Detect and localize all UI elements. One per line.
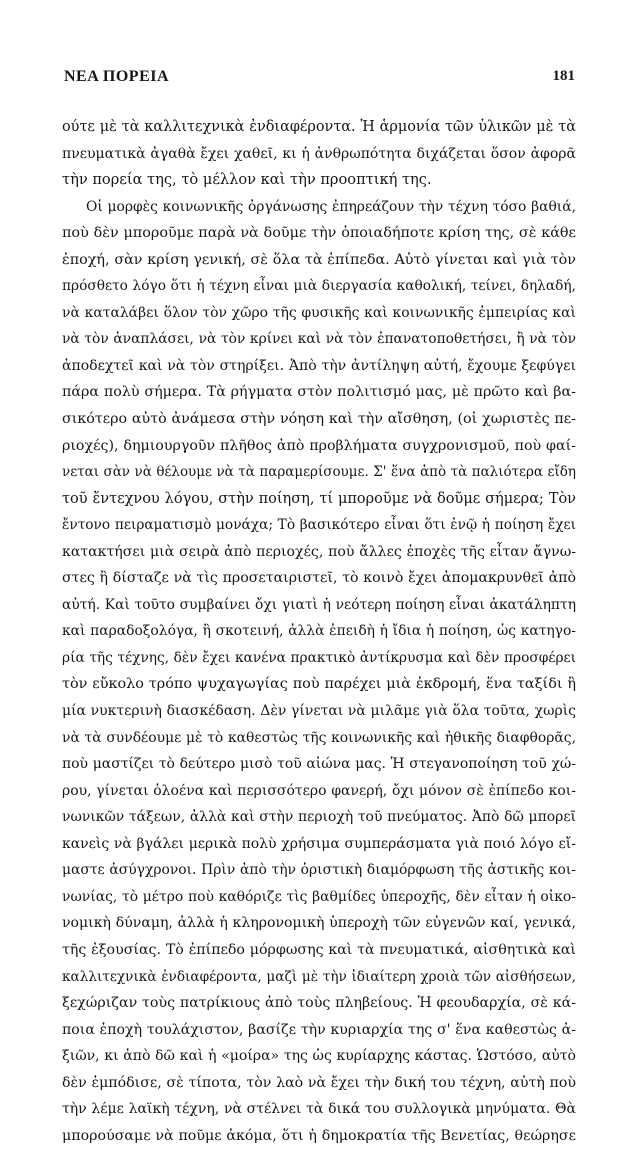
text-line: νωνίας, τὸ μέτρο ποὺ καθόριζε τὶς βαθμίδες ὑπεροχῆς, δὲν εἶταν ἡ οἰκο-	[62, 888, 576, 905]
text-line: τοῦ ἔντεχνου λόγου, στὴν ποίηση, τί μποροῦμε νὰ δοῦμε σήμερα; Τὸν	[62, 490, 576, 507]
text-line: σικότερο αὐτὸ ἀνάμεσα στὴν νόηση καὶ τὴν αἴσθηση, (οἱ χωριστὲς πε-	[62, 411, 576, 428]
text-line: νομικὴ δύναμη, ἀλλὰ ἡ κληρονομικὴ ὑπεροχὴ τῶν εὐγενῶν καί, γενικά,	[62, 915, 576, 932]
text-line: ρου, γίνεται ὁλοένα καὶ περισσότερο φανερή, ὄχι μόνον σὲ ἐπίπεδο κοι-	[62, 782, 576, 799]
running-head	[64, 68, 575, 88]
page-number: 181	[552, 68, 575, 84]
text-line: ποια ἐποχὴ τουλάχιστον, βασίζε τὴν κυριαρχία της σ' ἕνα καθεστὼς ἀ-	[62, 1021, 576, 1038]
text-line: καλλιτεχνικὰ ἐνδιαφέροντα, μαζὶ μὲ τὴν ἰδιαίτερη χροιὰ τῶν αἰσθήσεων,	[62, 968, 576, 985]
text-line: πρόσθετο λόγο ὅτι ἡ τέχνη εἶναι μιὰ διεργασία καθολική, τείνει, δηλαδή,	[62, 278, 576, 295]
text-line: πνευματικὰ ἀγαθὰ ἔχει χαθεῖ, κι ἡ ἀνθρωπότητα διχάζεται ὅσον ἀφορᾶ	[62, 145, 576, 162]
text-line: ξιῶν, κι ἀπὸ δῶ καὶ ἡ «μοίρα» της ὡς κυρίαρχης κάστας. Ὡστόσο, αὐτὸ	[62, 1048, 576, 1065]
text-line: τὸν εὔκολο τρόπο ψυχαγωγίας ποὺ παρέχει μιὰ ἐκδρομή, ἕνα ταξίδι ἢ	[62, 676, 576, 693]
journal-title: ΝΕΑ ΠΟΡΕΙΑ	[64, 68, 170, 85]
text-line: κανεὶς νὰ βγάλει μερικὰ πολὺ χρήσιμα συμπεράσματα γιὰ ποιό λόγο εἴ-	[62, 835, 576, 852]
text-line: δὲν ἐμπόδισε, σὲ τίποτα, τὸν λαὸ νὰ ἔχει τὴν δική του τέχνη, αὐτὴ ποὺ	[62, 1074, 576, 1091]
text-line: ἀποδεχτεῖ καὶ νὰ τὸν στηρίξει. Ἀπὸ τὴν ἀντίληψη αὐτή, ἔχουμε ξεφύγει	[62, 357, 576, 374]
paragraph-first-line: Οἱ μορφὲς κοινωνικῆς ὀργάνωσης ἐπηρεάζουν τὴν τέχνη τόσο βαθιά,	[86, 198, 576, 215]
text-line: καὶ παραδοξολόγα, ἢ σκοτεινή, ἀλλὰ ἐπειδὴ ἡ ἴδια ἡ ποίηση, ὡς κατηγο-	[62, 623, 576, 640]
text-line: στες ἢ δίσταζε νὰ τὶς προσεταιριστεῖ, τὸ κοινὸ ἔχει ἀπομακρυνθεῖ ἀπὸ	[62, 570, 576, 587]
text-line: ούτε μὲ τὰ καλλιτεχνικὰ ἐνδιαφέροντα. Ἡ ἁρμονία τῶν ὑλικῶν μὲ τὰ	[62, 119, 576, 135]
text-line: ριοχές), δημιουργοῦν πλῆθος ἀπὸ προβλήματα συγχρονισμοῦ, ποὺ φαί-	[62, 437, 576, 454]
text-line: ποὺ μαστίζει τὸ δεύτερο μισὸ τοῦ αἰώνα μας. Ἡ στεγανοποίηση τοῦ χώ-	[62, 756, 576, 773]
text-line: ρία τῆς τέχνης, δὲν ἔχει κανένα πρακτικὸ ἀντίκρυσμα καὶ δὲν προσφέρει	[62, 649, 576, 666]
body-text	[62, 114, 576, 1149]
text-line: τὴν λέμε λαϊκὴ τέχνη, νὰ στέλνει τὰ δικά του συλλογικὰ μηνύματα. Θὰ	[62, 1101, 576, 1118]
text-line: νωνικῶν τάξεων, ἀλλὰ καὶ στὴν περιοχὴ τοῦ πνεύματος. Ἀπὸ δῶ μπορεῖ	[62, 809, 576, 826]
text-line: πάρα πολὺ σήμερα. Τὰ ρήγματα στὸν πολιτισμό μας, μὲ πρῶτο καὶ βα-	[62, 384, 576, 401]
text-line: ἐποχή, σὰν κρίση γενική, σὲ ὅλα τὰ ἐπίπεδα. Αὐτὸ γίνεται καὶ γιὰ τὸν	[62, 251, 576, 268]
text-line: ἔντονο πειραματισμὸ μονάχα; Τὸ βασικότερο εἶναι ὅτι ἐνῷ ἡ ποίηση ἔχει	[62, 517, 576, 534]
text-line: νὰ τὰ συνδέουμε μὲ τὸ καθεστὼς τῆς κοινωνικῆς καὶ ἠθικῆς διαφθορᾶς,	[62, 729, 576, 746]
text-line: νὰ καταλάβει ὅλον τὸν χῶρο τῆς φυσικῆς καὶ κοινωνικῆς ἐμπειρίας καὶ	[62, 304, 576, 321]
text-line: αὐτή. Καὶ τοῦτο συμβαίνει ὄχι γιατὶ ἡ νεότερη ποίηση εἶναι ἀκατάληπτη	[62, 596, 576, 613]
text-line: νὰ τὸν ἀναπλάσει, νὰ τὸν κρίνει καὶ νὰ τὸν ἐπανατοποθετήσει, ἢ νὰ τὸν	[62, 331, 576, 348]
text-line: μπορούσαμε νὰ ποῦμε ἀκόμα, ὅτι ἡ δημοκρατία τῆς Βενετίας, θεώρησε	[62, 1127, 576, 1144]
text-line: μαστε ἀσύγχρονοι. Πρὶν ἀπὸ τὴν ὁριστικὴ διαμόρφωση τῆς ἀστικῆς κοι-	[62, 862, 576, 879]
text-line: κατακτήσει μιὰ σειρὰ ἀπὸ περιοχές, ποὺ ἄλλες ἐποχὲς τῆς εἶταν ἄγνω-	[62, 543, 576, 560]
text-line: νεται σὰν νὰ θέλουμε νὰ τὰ παραμερίσουμε. Σ' ἕνα ἀπὸ τὰ παλιότερα εἴδη	[62, 464, 576, 481]
text-line: μία νυκτερινὴ διασκέδαση. Δὲν γίνεται νὰ μιλᾶμε γιὰ ὅλα τοῦτα, χωρὶς	[62, 703, 576, 720]
text-line: τῆς ἐξουσίας. Τὸ ἐπίπεδο μόρφωσης καὶ τὰ πνευματικά, αἰσθητικὰ καὶ	[62, 941, 576, 958]
text-line: τὴν πορεία της, τὸ μέλλον καὶ τὴν προοπτική της.	[62, 171, 432, 189]
text-line: ξεχώριζαν τοὺς πατρίκιους ἀπὸ τοὺς πληβείους. Ἡ φεουδαρχία, σὲ κά-	[62, 995, 576, 1012]
text-line: ποὺ δὲν μποροῦμε παρὰ νὰ δοῦμε τὴν ὁποιαδήποτε κρίση της, σὲ κάθε	[62, 225, 576, 242]
